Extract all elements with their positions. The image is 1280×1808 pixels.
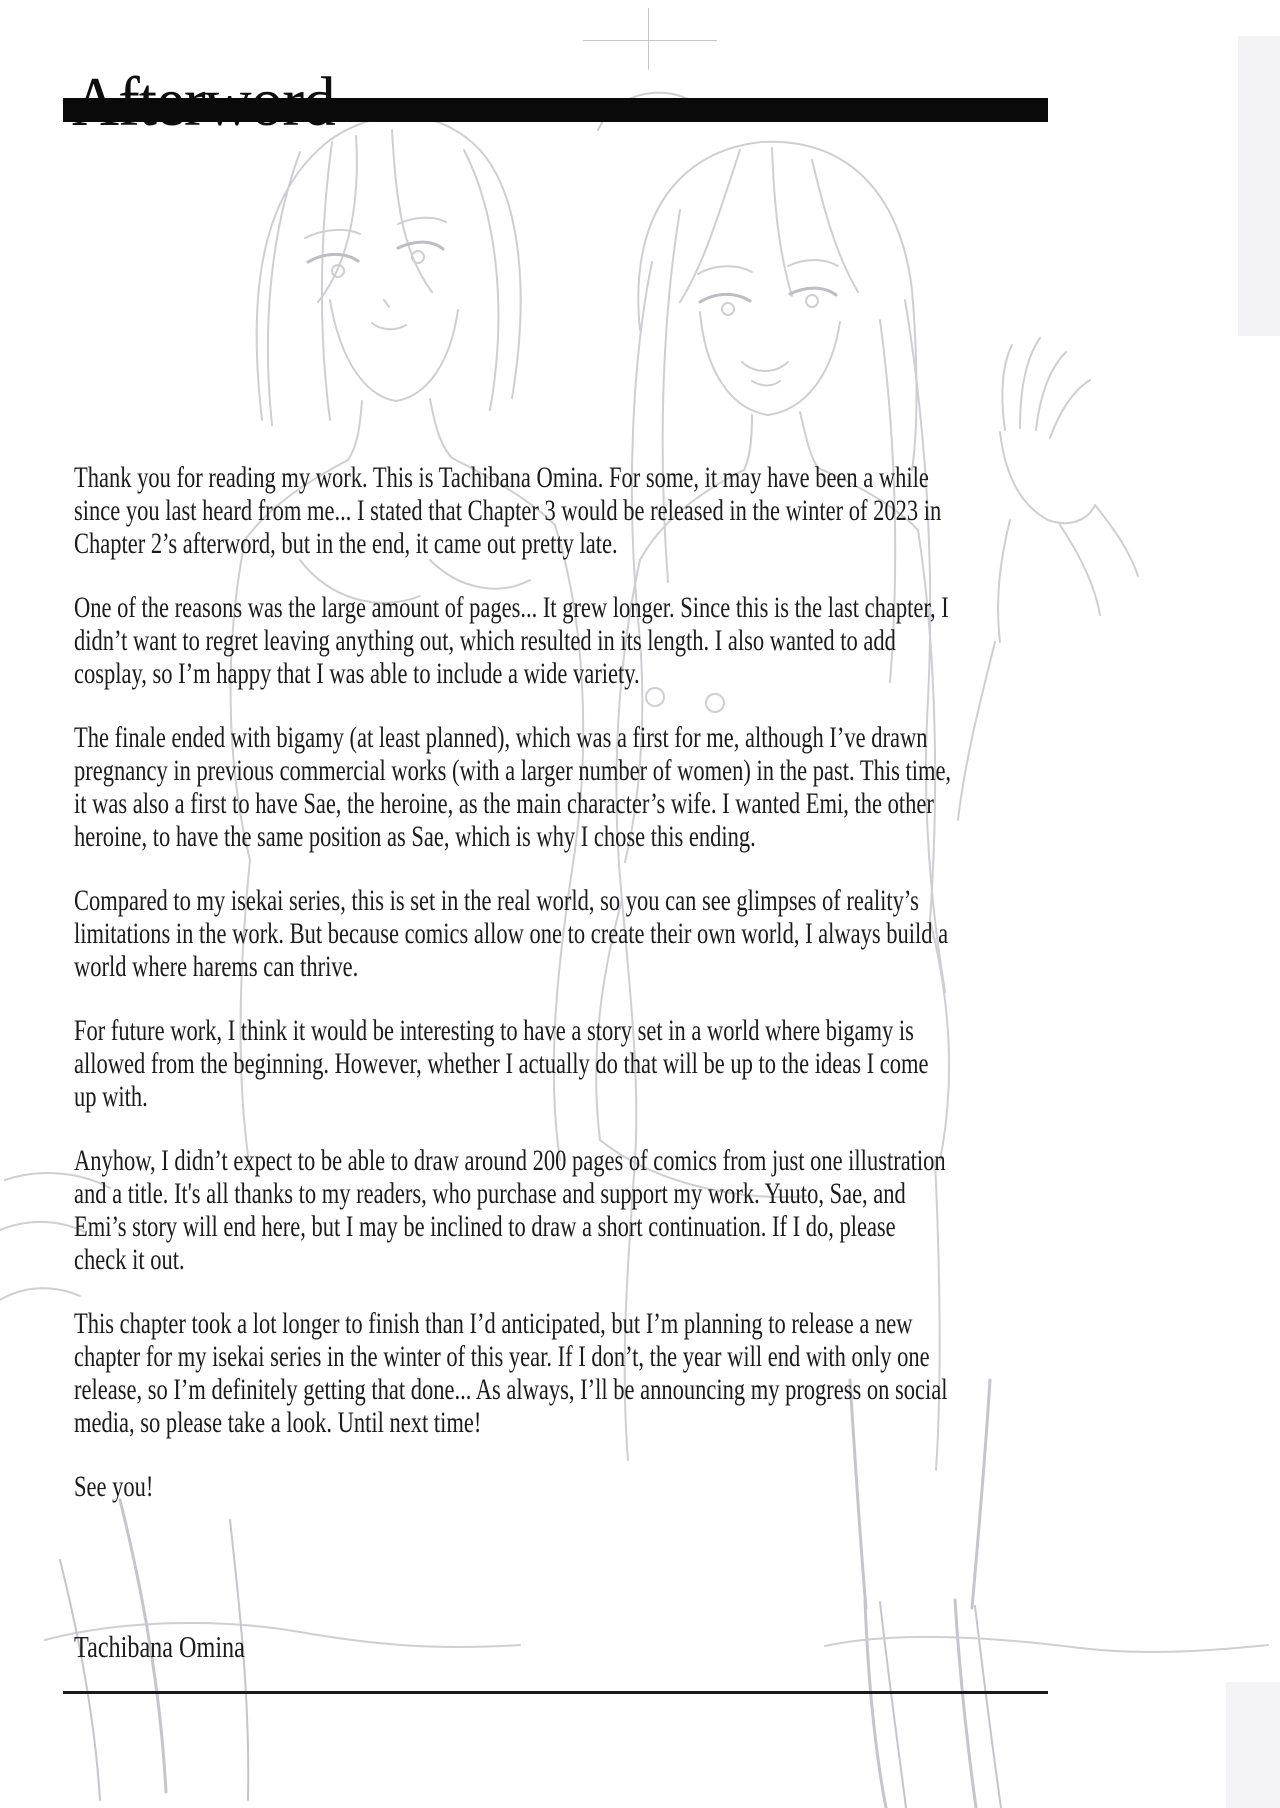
afterword-paragraph: Anyhow, I didn’t expect to be able to draw around 200 pages of comics from just one illustration and a title. It's all thanks to my readers, who purchase and support my work. Yuuto, Sae, and Emi’s story will end here, but I may be inclined to draw a short continuation. If I do, please check it out. — [74, 1144, 946, 1276]
afterword-body — [74, 461, 952, 1534]
afterword-paragraph: This chapter took a lot longer to finish than I’d anticipated, but I’m planning to release a new chapter for my isekai series in the winter of this year. If I don’t, the year will end with only one release, so I’m definitely getting that done... As always, I’ll be announcing my progress on social media, so please take a look. Until next time! — [74, 1307, 948, 1439]
afterword-paragraph: The finale ended with bigamy (at least planned), which was a first for me, although I’ve drawn pregnancy in previous commercial works (with a larger number of women) in the past. This time, it was also a first to have Sae, the heroine, as the main character’s wife. I wanted Emi, the other heroine, to have the same position as Sae, which is why I chose this ending. — [74, 721, 952, 853]
page-edge-shade — [1226, 1682, 1280, 1808]
afterword-paragraph: For future work, I think it would be interesting to have a story set in a world where bigamy is allowed from the beginning. However, whether I actually do that will be up to the ideas I come up with. — [74, 1014, 929, 1113]
afterword-paragraph: Thank you for reading my work. This is Tachibana Omina. For some, it may have been a while since you last heard from me... I stated that Chapter 3 would be released in the winter of 2023 in Chapter 2’s afterword, but in the end, it came out pretty late. — [74, 461, 942, 560]
afterword-paragraph: One of the reasons was the large amount of pages... It grew longer. Since this is the last chapter, I didn’t want to regret leaving anything out, which resulted in its length. I also wanted to add cosplay, so I’m happy that I was able to include a wide variety. — [74, 591, 949, 690]
page-edge-shade — [1238, 36, 1280, 336]
author-signature: Tachibana Omina — [74, 1629, 245, 1664]
afterword-closing: See you! — [74, 1470, 154, 1503]
bottom-rule — [63, 1691, 1048, 1694]
title-underline-bar — [63, 98, 1048, 122]
afterword-paragraph: Compared to my isekai series, this is set in the real world, so you can see glimpses of reality’s limitations in the work. But because comics allow one to create their own world, I always build a world where harems can thrive. — [74, 884, 949, 983]
